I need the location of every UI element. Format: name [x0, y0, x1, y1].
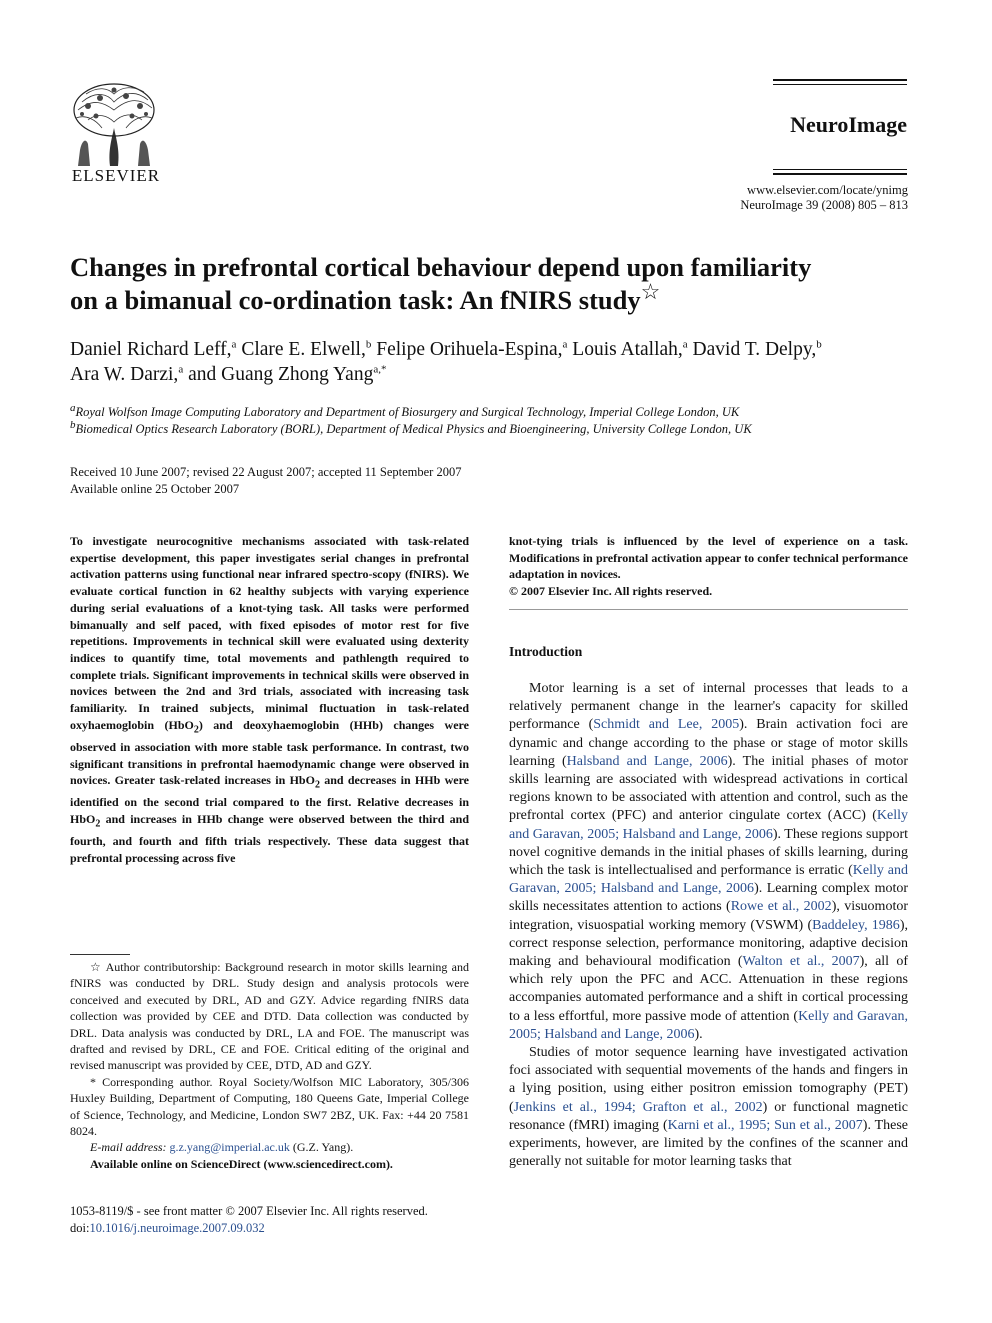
author-affil-mark: b: [816, 338, 822, 351]
citation-link[interactable]: Halsband and Lange, 2006: [566, 753, 728, 769]
footnote-divider: [70, 954, 130, 955]
author: Felipe Orihuela-Espina,: [376, 339, 563, 360]
available-online-date: Available online 25 October 2007: [70, 482, 240, 496]
copyright: © 2007 Elsevier Inc. All rights reserved.: [509, 584, 713, 599]
subscript: 2: [95, 818, 101, 830]
author-affil-mark: a,*: [373, 363, 387, 376]
citation-link[interactable]: Baddeley, 1986: [812, 917, 900, 933]
journal-meta: [640, 183, 908, 213]
article-dates: [70, 464, 570, 498]
affil-mark: a: [70, 401, 76, 414]
sciencedirect-note: Available online on ScienceDirect (www.sciencedirect.com).: [90, 1156, 393, 1171]
contributorship-note: Author contributorship: Background research in motor skills learning and fNIRS was conducted by DRL. Study design and analysis protocols were conceived and executed by DRL, AD and GZY. Advice regarding fNIRS data collection was provided by CEE and DTD. Data collection was conducted by DRL. Data analysis was conducted by DRL, LA and FOE. The manuscript was drafted and revised by DRL, CE and FOE. Critical editing of the original and revised manuscript was provided by CEE, DTD, AD and GZY.: [70, 960, 469, 1073]
doi-label: doi:: [70, 1221, 90, 1235]
email-link[interactable]: g.z.yang@imperial.ac.uk: [169, 1140, 290, 1155]
author-affil-mark: a: [178, 363, 184, 376]
text: ). The initial phases of motor skills learning are associated with widespread activations in cortical regions known to be associated with attention and control, such as the prefrontal cortex (PFC) and anterior cingulate cortex (ACC) (: [509, 753, 908, 824]
author-affil-mark: a: [562, 338, 568, 351]
citation-link[interactable]: Rowe et al., 2002: [730, 899, 832, 915]
title-footnote-star[interactable]: ☆: [640, 279, 661, 305]
affiliation: Biomedical Optics Research Laboratory (BORL), Department of Medical Physics and Bioengineering, University College London, UK: [75, 422, 752, 436]
text: ), visuomotor integration, visuospatial working memory (VSWM) (: [509, 899, 908, 933]
header-rule-top: [773, 79, 907, 81]
text: Motor learning is a set of internal processes that leads to a relatively permanent change in the learner's capacity for skilled performance (: [509, 681, 908, 733]
header-rule-top-thin: [773, 84, 907, 85]
journal-name: NeuroImage: [790, 112, 907, 137]
author: and Guang Zhong Yang: [188, 364, 374, 385]
title-line-2: on a bimanual co-ordination task: An fNIRS study: [70, 285, 641, 315]
corresponding-author-note: Corresponding author. Royal Society/Wolfson MIC Laboratory, 305/306 Huxley Building, Department of Computing, 180 Queens Gate, Imperial College of Science, Technology, and Medicine, London SW7 2BZ, UK. Fax: +44 20 7581 8024.: [70, 1074, 470, 1139]
abstract-text: and decreases in HHb were identified on the second trial compared to the first. Relative decreases in HbO: [70, 773, 469, 827]
header-rule-bottom-thin: [773, 169, 907, 170]
text: ) or functional magnetic resonance (fMRI) imaging (: [509, 1099, 908, 1133]
abstract-left-column: [70, 533, 469, 867]
author-affil-mark: a: [682, 338, 688, 351]
received-dates: Received 10 June 2007; revised 22 August 2007; accepted 11 September 2007: [70, 465, 462, 479]
elsevier-tree-icon: [68, 80, 160, 166]
author-affil-mark: a: [231, 338, 237, 351]
citation-link[interactable]: Walton et al., 2007: [742, 954, 860, 970]
subscript: 2: [193, 724, 199, 736]
publisher-name: ELSEVIER: [71, 166, 161, 185]
footnote-star: ☆: [90, 960, 103, 974]
citation-link[interactable]: Kelly and Garavan, 2005; Halsband and Lange, 2006: [509, 863, 908, 897]
introduction-body: [509, 680, 908, 1171]
corresponding-mark: *: [90, 1074, 96, 1089]
author: David T. Delpy,: [692, 339, 817, 360]
email-owner: (G.Z. Yang).: [292, 1140, 354, 1155]
journal-citation: NeuroImage 39 (2008) 805 – 813: [740, 198, 908, 212]
footnotes: [70, 959, 469, 1172]
text: ). Brain activation foci are dynamic and change according to the phase or stage of motor skills learning (: [509, 717, 908, 769]
header-rule-bottom: [773, 173, 907, 175]
email-label: E-mail address:: [90, 1140, 167, 1155]
journal-url[interactable]: www.elsevier.com/locate/ynimg: [747, 183, 908, 197]
section-heading: Introduction: [509, 644, 583, 659]
text: ), all of which rely upon the PFC and ACC. Attenuation in these regions accompanies automated performance and a shift in cortical processing to a less effortful, more passive mode of attention (: [509, 954, 908, 1024]
citation-link[interactable]: Schmidt and Lee, 2005: [593, 717, 740, 733]
subscript: 2: [314, 779, 320, 791]
publisher-logo: [68, 80, 164, 186]
abstract-right-column: [509, 533, 908, 600]
author-list: [70, 337, 930, 387]
text: ). These regions support novel cognitive demands in the initial phases of skills learning, during which the task is intellectualised and performance is erratic (: [509, 826, 908, 879]
title-line-1: Changes in prefrontal cortical behaviour depend upon familiarity: [70, 252, 812, 282]
abstract-text-continued: knot-tying trials is influenced by the level of experience on a task. Modifications in prefrontal activation appear to confer technical performance adaptation in novices.: [509, 534, 908, 582]
abstract-text: ) and deoxyhaemoglobin (HHb) changes were observed in association with more stable task performance. In contrast, two significant transitions in prefrontal haemodynamic change were observed in novices. Greater task-related increases in HbO: [70, 717, 469, 788]
doi-link[interactable]: 10.1016/j.neuroimage.2007.09.032: [89, 1221, 265, 1235]
article-title: [70, 251, 930, 317]
affiliations: [70, 401, 930, 438]
front-matter: [70, 1203, 490, 1237]
author: Louis Atallah,: [572, 339, 683, 360]
text: Studies of motor sequence learning have investigated activation foci associated with sequential movements of the hands and fingers in a lying position, using either positron emission tomography (PET) (: [509, 1045, 908, 1115]
abstract-text: and increases in HHb change were observed between the third and fourth, and fourth and fifth trials respectively. These data suggest that prefrontal processing across five: [70, 812, 469, 865]
affil-mark: b: [70, 418, 76, 431]
abstract-divider: [509, 609, 908, 610]
author: Ara W. Darzi,: [70, 364, 179, 385]
text: ). Learning complex motor skills necessitates attention to actions (: [509, 881, 909, 915]
citation-link[interactable]: Karni et al., 1995; Sun et al., 2007: [667, 1117, 863, 1133]
text: ).: [694, 1026, 703, 1042]
author: Clare E. Elwell,: [241, 339, 366, 360]
citation-link[interactable]: Jenkins et al., 1994; Grafton et al., 2002: [513, 1099, 763, 1115]
citation-link[interactable]: Kelly and Garavan, 2005; Halsband and Lange, 2006: [509, 808, 908, 842]
author: Daniel Richard Leff,: [70, 339, 232, 360]
text: ). These experiments, however, are limited by the confines of the scanner and generally not suitable for motor learning tasks that: [509, 1117, 909, 1170]
affiliation: Royal Wolfson Image Computing Laboratory and Department of Biosurgery and Surgical Technology, Imperial College London, UK: [75, 405, 740, 419]
citation-link[interactable]: Kelly and Garavan, 2005; Halsband and Lange, 2006: [509, 1008, 908, 1042]
author-affil-mark: b: [365, 338, 372, 351]
paragraph: [509, 1044, 908, 1171]
issn: 1053-8119/$ - see front matter © 2007 Elsevier Inc. All rights reserved.: [70, 1204, 428, 1218]
abstract-text: To investigate neurocognitive mechanisms associated with task-related expertise development, this paper investigates serial changes in prefrontal activation patterns using functional near infrared spectro-scopy (fNIRS). We evaluate cortical function in 62 healthy subjects with varying experience during serial evaluations of a knot-tying task. All tasks were performed bimanually and self paced, with fixed episodes of motor rest for five repetitions. Improvements in technical skill were evaluated using dexterity indices to quantify time, total movements and pathlength required to complete trials. Significant improvements in technical skills were observed in novices between the 2nd and 3rd trials, associated with increasing task familiarity. In trained subjects, minimal fluctuation in task-related oxyhaemoglobin (HbO: [70, 534, 469, 732]
text: ), correct response selection, performance monitoring, adaptive decision making and behavioural modification (: [509, 917, 908, 970]
paragraph: [509, 680, 908, 1044]
